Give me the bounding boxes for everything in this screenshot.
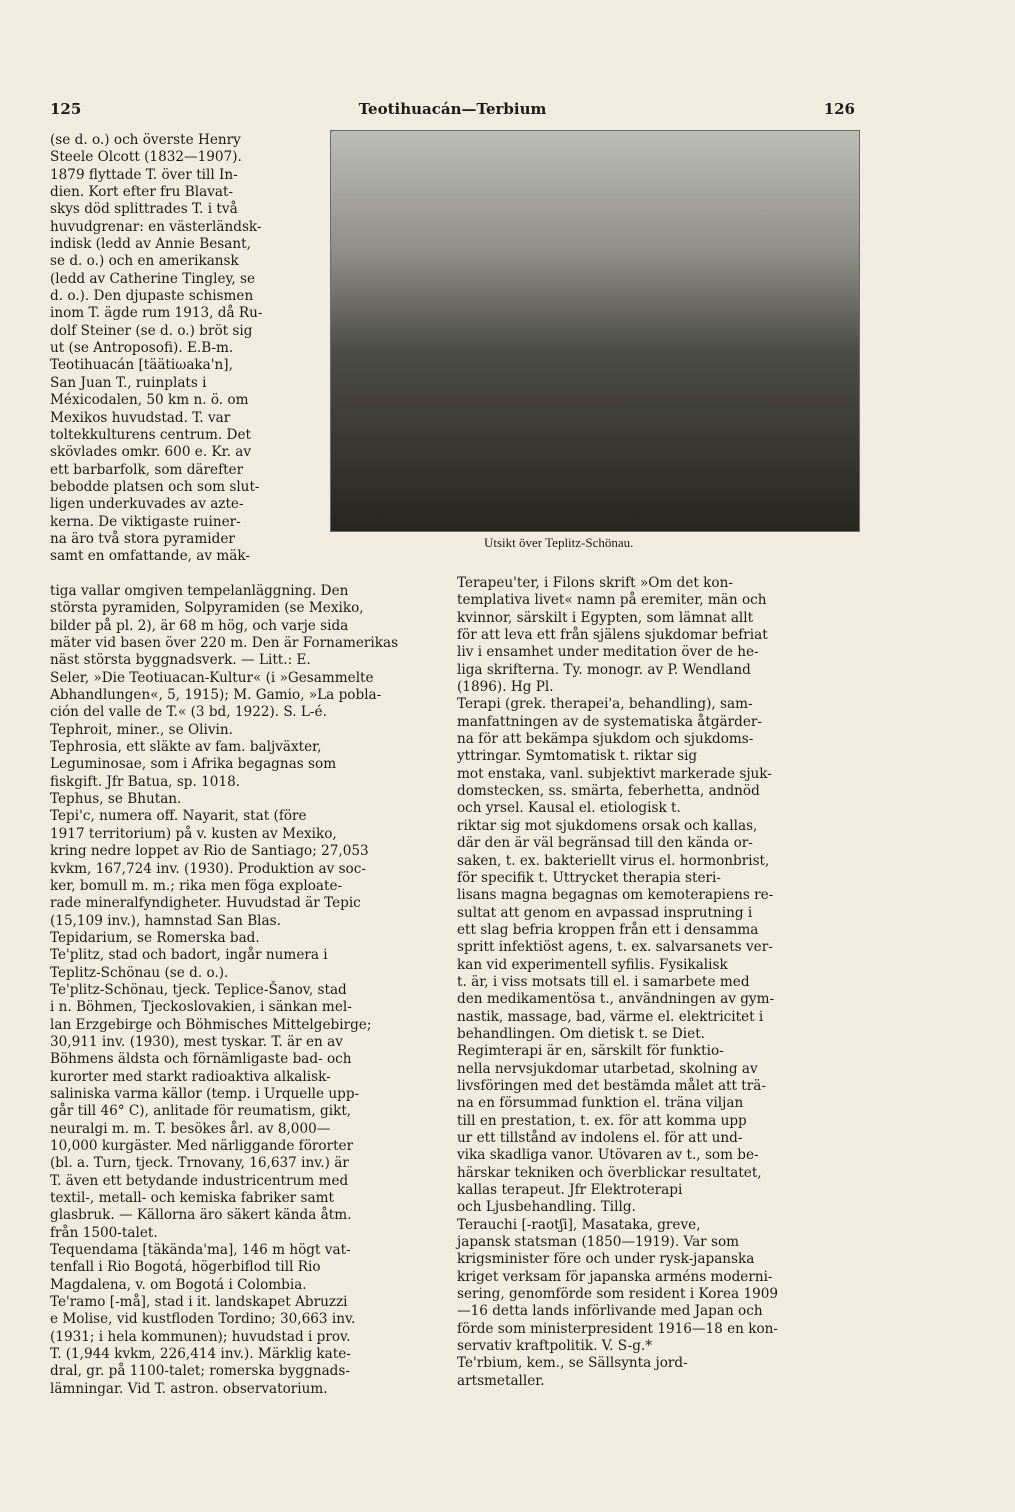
text-line: Tepi'c, numera off. Nayarit, stat (före bbox=[50, 808, 307, 825]
text-line: vika skadliga vanor. Utövaren av t., som be- bbox=[457, 1147, 759, 1164]
text-line: kvkm, 167,724 inv. (1930). Produktion av soc- bbox=[50, 860, 366, 877]
text-line: (ledd av Catherine Tingley, se bbox=[50, 270, 256, 287]
text-line: tiga vallar omgiven tempelanläggning. Den bbox=[50, 583, 349, 599]
text-line: lan Erzgebirge och Böhmisches Mittelgebirge; bbox=[50, 1016, 372, 1033]
text-line: 1917 territorium) på v. kusten av Mexiko, bbox=[50, 825, 337, 842]
text-line: inom T. ägde rum 1913, då Ru- bbox=[50, 305, 263, 322]
text-line: kallas terapeut. Jfr Elektroterapi bbox=[457, 1182, 683, 1199]
text-line: kring nedre loppet av Rio de Santiago; 27,053 bbox=[50, 843, 369, 860]
text-line: skövlades omkr. 600 e. Kr. av bbox=[50, 444, 252, 461]
text-line: ett barbarfolk, som därefter bbox=[50, 461, 244, 478]
text-line: samt en omfattande, av mäk- bbox=[50, 548, 250, 565]
text-line: bebodde platsen och som slut- bbox=[50, 478, 260, 495]
text-line: härskar tekniken och överblickar resultatet, bbox=[457, 1164, 762, 1181]
text-line: går till 46° C), anlitade för reumatism, gikt, bbox=[50, 1103, 352, 1120]
text-line: till en prestation, t. ex. för att komma upp bbox=[457, 1112, 747, 1129]
text-line: e Molise, vid kustfloden Tordino; 30,663 inv. bbox=[50, 1311, 356, 1328]
text-line: nastik, massage, bad, värme el. elektricitet i bbox=[457, 1008, 764, 1025]
text-line: mäter vid basen över 220 m. Den är Fornamerikas bbox=[50, 635, 399, 652]
text-line: d. o.). Den djupaste schismen bbox=[50, 288, 254, 305]
text-line: den medikamentösa t., användningen av gym- bbox=[457, 991, 775, 1008]
running-header bbox=[50, 100, 855, 124]
text-line: na en försummad funktion el. träna viljan bbox=[457, 1095, 744, 1112]
text-line: 30,911 inv. (1930), mest tyskar. T. är en av bbox=[50, 1033, 343, 1050]
text-line: dien. Kort efter fru Blavat- bbox=[50, 184, 234, 201]
text-line: saliniska varma källor (temp. i Urquelle upp- bbox=[50, 1085, 360, 1102]
text-line: där den är väl begränsad till den kända or- bbox=[457, 835, 753, 852]
text-line: Leguminosae, som i Afrika begagnas som bbox=[50, 756, 337, 773]
text-line: ción del valle de T.« (3 bd, 1922). S. L-é. bbox=[50, 704, 327, 721]
text-line: Böhmens äldsta och förnämligaste bad- och bbox=[50, 1051, 352, 1068]
text-line: Méxicodalen, 50 km n. ö. om bbox=[50, 392, 249, 409]
text-line: lisans magna begagnas om kemoterapiens re- bbox=[457, 887, 774, 904]
text-line: na för att bekämpa sjukdom och sjukdoms- bbox=[457, 731, 754, 748]
text-line: (se d. o.) och överste Henry bbox=[50, 132, 241, 148]
text-line: ker, bomull m. m.; rika men föga exploate- bbox=[50, 877, 343, 894]
text-line: Steele Olcott (1832—1907). bbox=[50, 149, 242, 166]
text-line: ett slag befria kroppen från ett i densamma bbox=[457, 921, 759, 938]
text-line: Terauchi [-raotʃi], Masataka, greve, bbox=[457, 1216, 701, 1233]
running-title: Teotihuacán—Terbium bbox=[358, 100, 547, 118]
text-line: toltekkulturens centrum. Det bbox=[50, 426, 251, 443]
text-line: 10,000 kurgäster. Med närliggande förorter bbox=[50, 1138, 354, 1154]
text-line: (bl. a. Turn, tjeck. Trnovany, 16,637 inv.) är bbox=[50, 1155, 349, 1172]
text-line: kvinnor, särskilt i Egypten, som lämnat allt bbox=[457, 609, 754, 626]
text-line: för att leva ett från själens sjukdomar befriat bbox=[457, 627, 768, 644]
text-line: Teplitz-Schönau (se d. o.). bbox=[50, 964, 229, 981]
text-line: dral, gr. på 1100-talet; romerska byggnads- bbox=[50, 1363, 350, 1380]
text-line: Te'plitz-Schönau, tjeck. Teplice-Šanov, stad bbox=[50, 981, 347, 998]
text-line: krigsminister före och under rysk-japanska bbox=[457, 1251, 755, 1268]
text-line: artsmetaller. bbox=[457, 1372, 545, 1389]
text-line: saken, t. ex. bakteriellt virus el. hormonbrist, bbox=[457, 852, 770, 869]
text-line: för specifik t. Uttrycket therapia steri- bbox=[457, 869, 721, 886]
text-line: Tequendama [täkända'ma], 146 m högt vat- bbox=[50, 1242, 351, 1259]
text-line: liga skrifterna. Ty. monogr. av P. Wendland bbox=[457, 661, 751, 678]
text-line: från 1500-talet. bbox=[50, 1224, 158, 1241]
text-line: rade mineralfyndigheter. Huvudstad är Tepic bbox=[50, 895, 361, 912]
text-line: domstecken, ss. smärta, feberhetta, andnöd bbox=[457, 783, 760, 800]
column-left bbox=[50, 583, 398, 1398]
text-line: japansk statsman (1850—1919). Var som bbox=[457, 1234, 740, 1251]
text-line: lämningar. Vid T. astron. observatorium. bbox=[50, 1380, 328, 1397]
text-line: i n. Böhmen, Tjeckoslovakien, i sänkan mel- bbox=[50, 999, 352, 1016]
text-line: Te'rbium, kem., se Sällsynta jord- bbox=[457, 1355, 688, 1372]
text-line: Tepidarium, se Romerska bad. bbox=[50, 929, 260, 946]
text-line: kurorter med starkt radioaktiva alkalisk- bbox=[50, 1068, 331, 1085]
text-line: Abhandlungen«, 5, 1915); M. Gamio, »La pobla- bbox=[50, 687, 382, 704]
text-line: och Ljusbehandling. Tillg. bbox=[457, 1199, 636, 1216]
text-line: na äro två stora pyramider bbox=[50, 530, 235, 547]
text-line: neuralgi m. m. T. besökes årl. av 8,000— bbox=[50, 1120, 331, 1137]
text-line: Tephus, se Bhutan. bbox=[50, 791, 182, 808]
page-number-right: 126 bbox=[823, 100, 855, 118]
text-line: Seler, »Die Teotiuacan-Kultur« (i »Gesammelte bbox=[50, 669, 374, 686]
text-line: ligen underkuvades av azte- bbox=[50, 496, 244, 513]
text-line: sering, genomförde som resident i Korea 1909 bbox=[457, 1286, 779, 1303]
text-line: manfattningen av de systematiska åtgärder- bbox=[457, 713, 762, 730]
text-line: tenfall i Rio Bogotá, högerbiflod till Rio bbox=[50, 1259, 321, 1276]
text-line: ur ett tillstånd av indolens el. för att und- bbox=[457, 1130, 743, 1146]
text-line: mot enstaka, vanl. subjektivt markerade sjuk- bbox=[457, 765, 772, 782]
text-line: yttringar. Symtomatisk t. riktar sig bbox=[457, 748, 698, 765]
text-line: glasbruk. — Källorna äro säkert kända åtm. bbox=[50, 1207, 352, 1224]
text-line: nella nervsjukdomar utarbetad, skolning av bbox=[457, 1060, 758, 1077]
text-line: Teotihuacán [täätiωaka'n], bbox=[50, 357, 233, 374]
text-line: textil-, metall- och kemiska fabriker samt bbox=[50, 1190, 334, 1207]
text-line: förde som ministerpresident 1916—18 en kon- bbox=[457, 1320, 779, 1337]
text-line: Tephroit, miner., se Olivin. bbox=[50, 721, 233, 738]
text-line: behandlingen. Om dietisk t. se Diet. bbox=[457, 1025, 705, 1042]
text-line: dolf Steiner (se d. o.) bröt sig bbox=[50, 322, 253, 339]
text-line: Te'ramo [-må], stad i it. landskapet Abruzzi bbox=[50, 1294, 348, 1311]
column-left-top bbox=[50, 132, 263, 566]
text-line: T. (1,944 kvkm, 226,414 inv.). Märklig kate- bbox=[50, 1346, 351, 1363]
text-line: Magdalena, v. om Bogotá i Colombia. bbox=[50, 1276, 307, 1293]
text-line: Tephrosia, ett släkte av fam. baljväxter, bbox=[50, 739, 322, 756]
text-line: Terapi (grek. therapei'a, behandling), sam- bbox=[457, 696, 753, 713]
text-line: och yrsel. Kausal el. etiologisk t. bbox=[457, 800, 681, 817]
page-number-left: 125 bbox=[50, 100, 82, 118]
text-line: (1931; i hela kommunen); huvudstad i prov. bbox=[50, 1328, 351, 1345]
text-line: templativa livet« namn på eremiter, män och bbox=[457, 592, 767, 609]
text-line: —16 detta lands införlivande med Japan och bbox=[457, 1303, 763, 1320]
text-line: sultat att genom en avpassad insprutning i bbox=[457, 904, 753, 921]
text-line: kerna. De viktigaste ruiner- bbox=[50, 513, 241, 530]
text-line: Regimterapi är en, särskilt för funktio- bbox=[457, 1043, 724, 1060]
text-line: Terapeu'ter, i Filons skrift »Om det kon- bbox=[457, 575, 733, 591]
photo-caption: Utsikt över Teplitz-Schönau. bbox=[484, 535, 634, 550]
text-line: kriget verksam för japanska arméns moderni- bbox=[457, 1268, 773, 1285]
text-line: liv i ensamhet under meditation över de he- bbox=[457, 644, 759, 661]
text-line: fiskgift. Jfr Batua, sp. 1018. bbox=[50, 773, 241, 790]
text-line: näst största byggnadsverk. — Litt.: E. bbox=[50, 652, 311, 669]
text-line: t. är, i viss motsats till el. i samarbete med bbox=[457, 973, 750, 990]
text-line: kan vid experimentell syfilis. Fysikalisk bbox=[457, 956, 728, 973]
text-line: T. även ett betydande industricentrum med bbox=[50, 1172, 349, 1189]
text-line: skys död splittrades T. i två bbox=[50, 201, 238, 218]
text-line: se d. o.) och en amerikansk bbox=[50, 253, 239, 270]
text-line: ut (se Antroposofi). E.B-m. bbox=[50, 340, 234, 357]
text-line: Te'plitz, stad och badort, ingår numera i bbox=[50, 947, 328, 964]
text-line: huvudgrenar: en västerländsk- bbox=[50, 218, 262, 235]
text-line: servativ kraftpolitik. V. S-g.* bbox=[457, 1338, 653, 1355]
text-line: indisk (ledd av Annie Besant, bbox=[50, 236, 251, 253]
text-line: livsföringen med det bestämda målet att trä- bbox=[457, 1077, 766, 1094]
text-line: (15,109 inv.), hamnstad San Blas. bbox=[50, 912, 281, 929]
text-line: spritt infektiöst agens, t. ex. salvarsanets ver- bbox=[457, 939, 773, 956]
text-line: (1896). Hg Pl. bbox=[457, 679, 554, 696]
photograph-teplitz-schonau bbox=[330, 130, 860, 532]
text-line: riktar sig mot sjukdomens orsak och kallas, bbox=[457, 817, 758, 834]
text-line: bilder på pl. 2), är 68 m hög, och varje sida bbox=[50, 617, 349, 634]
column-right bbox=[457, 575, 778, 1390]
text-line: största pyramiden, Solpyramiden (se Mexiko, bbox=[50, 600, 364, 617]
text-line: San Juan T., ruinplats i bbox=[50, 374, 207, 391]
text-line: 1879 flyttade T. över till In- bbox=[50, 166, 238, 183]
text-line: Mexikos huvudstad. T. var bbox=[50, 409, 231, 426]
